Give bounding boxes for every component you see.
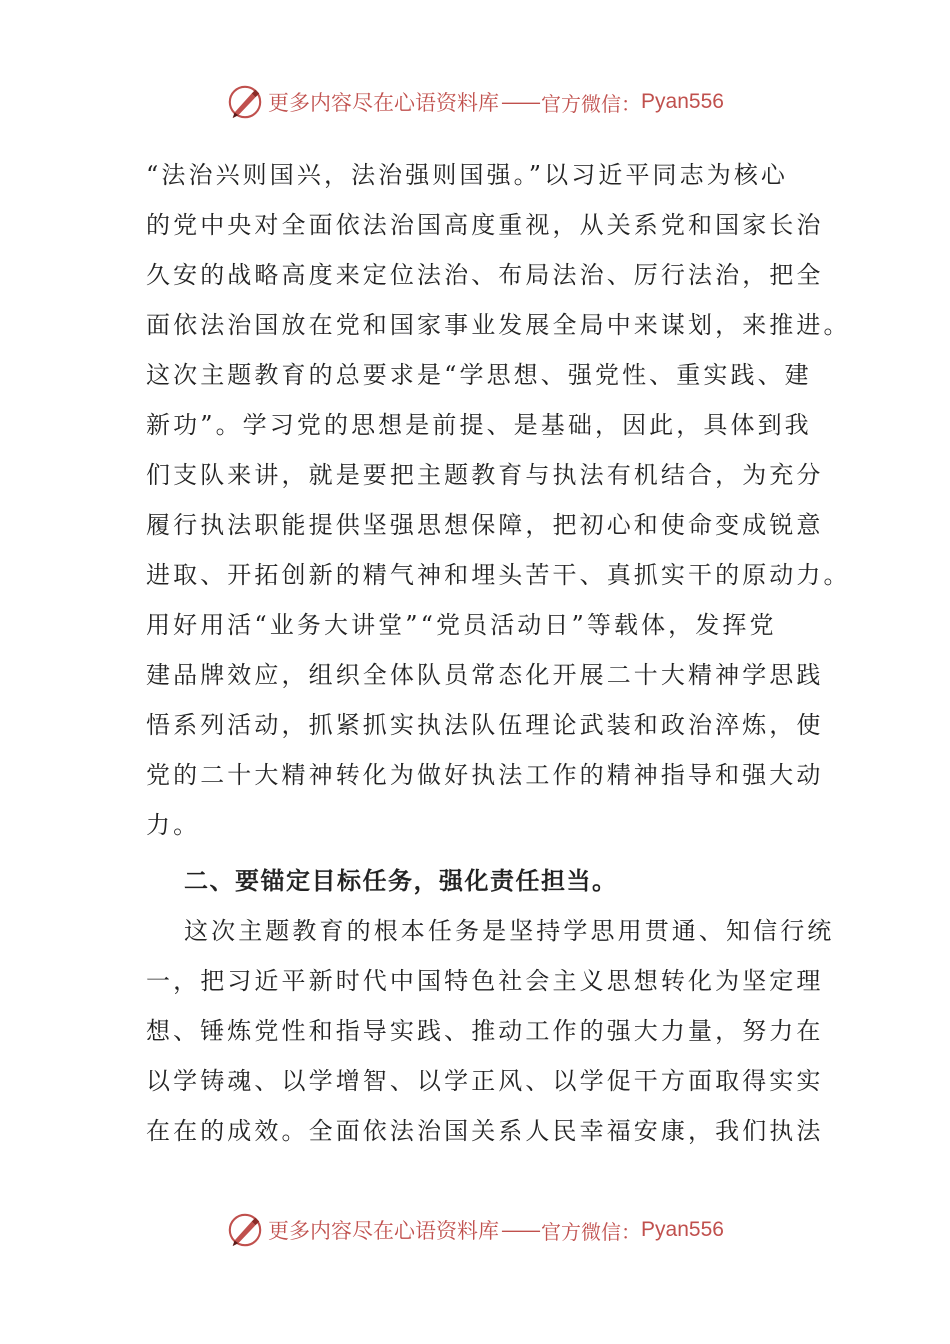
paragraph-line: 一，把习近平新时代中国特色社会主义思想转化为坚定理 xyxy=(146,967,824,995)
paragraph-line: 履行执法职能提供坚强思想保障，把初心和使命变成锐意 xyxy=(146,511,824,539)
paragraph-line: 悟系列活动，抓紧抓实执法队伍理论武装和政治淬炼，使 xyxy=(146,711,824,739)
paragraph-line: 以学铸魂、以学增智、以学正风、以学促干方面取得实实 xyxy=(146,1067,824,1095)
paragraph-line: 力。 xyxy=(146,811,201,839)
paragraph-line: 进取、开拓创新的精气神和埋头苦干、真抓实干的原动力。 xyxy=(146,561,851,589)
paragraph-line: 想、锤炼党性和指导实践、推动工作的强大力量，努力在 xyxy=(146,1017,824,1045)
paragraph-line: 久安的战略高度来定位法治、布局法治、厉行法治，把全 xyxy=(146,261,824,289)
paragraph-line: 面依法治国放在党和国家事业发展全局中来谋划，来推进。 xyxy=(146,311,851,339)
paragraph-line: 这次主题教育的总要求是“学思想、强党性、重实践、建 xyxy=(146,361,812,389)
banner-wechat-label: 官方微信： xyxy=(541,1219,642,1244)
banner-wechat-label: 官方微信： xyxy=(541,91,642,116)
banner-separator: —— xyxy=(501,90,540,114)
paragraph-line: 党的二十大精神转化为做好执法工作的精神指导和强大动 xyxy=(146,761,824,789)
banner-wechat-id: Pyan556 xyxy=(641,90,724,113)
paragraph-line: 用好用活“业务大讲堂”“党员活动日”等载体，发挥党 xyxy=(146,611,777,639)
pen-logo-icon xyxy=(226,1211,264,1249)
paragraph-line: 新功”。学习党的思想是前提、是基础，因此，具体到我 xyxy=(146,411,812,439)
section-heading: 二、要锚定目标任务，强化责任担当。 xyxy=(184,867,618,895)
document-body xyxy=(146,150,851,1156)
header-banner xyxy=(0,82,950,122)
paragraph-line: 在在的成效。全面依法治国关系人民幸福安康，我们执法 xyxy=(146,1117,824,1145)
paragraph-line: 的党中央对全面依法治国高度重视，从关系党和国家长治 xyxy=(146,211,824,239)
paragraph-line: 这次主题教育的根本任务是坚持学思用贯通、知信行统 xyxy=(184,917,835,945)
banner-wechat-id: Pyan556 xyxy=(641,1218,724,1241)
paragraph-line: 建品牌效应，组织全体队员常态化开展二十大精神学思践 xyxy=(146,661,824,689)
banner-separator: —— xyxy=(501,1218,540,1242)
banner-text: 更多内容尽在心语资料库 xyxy=(268,1219,500,1243)
pen-logo-icon xyxy=(226,83,264,121)
paragraph-line: 们支队来讲，就是要把主题教育与执法有机结合，为充分 xyxy=(146,461,824,489)
banner-text: 更多内容尽在心语资料库 xyxy=(268,91,500,115)
paragraph-line: “法治兴则国兴，法治强则国强。”以习近平同志为核心 xyxy=(146,161,789,189)
footer-banner xyxy=(0,1210,950,1250)
